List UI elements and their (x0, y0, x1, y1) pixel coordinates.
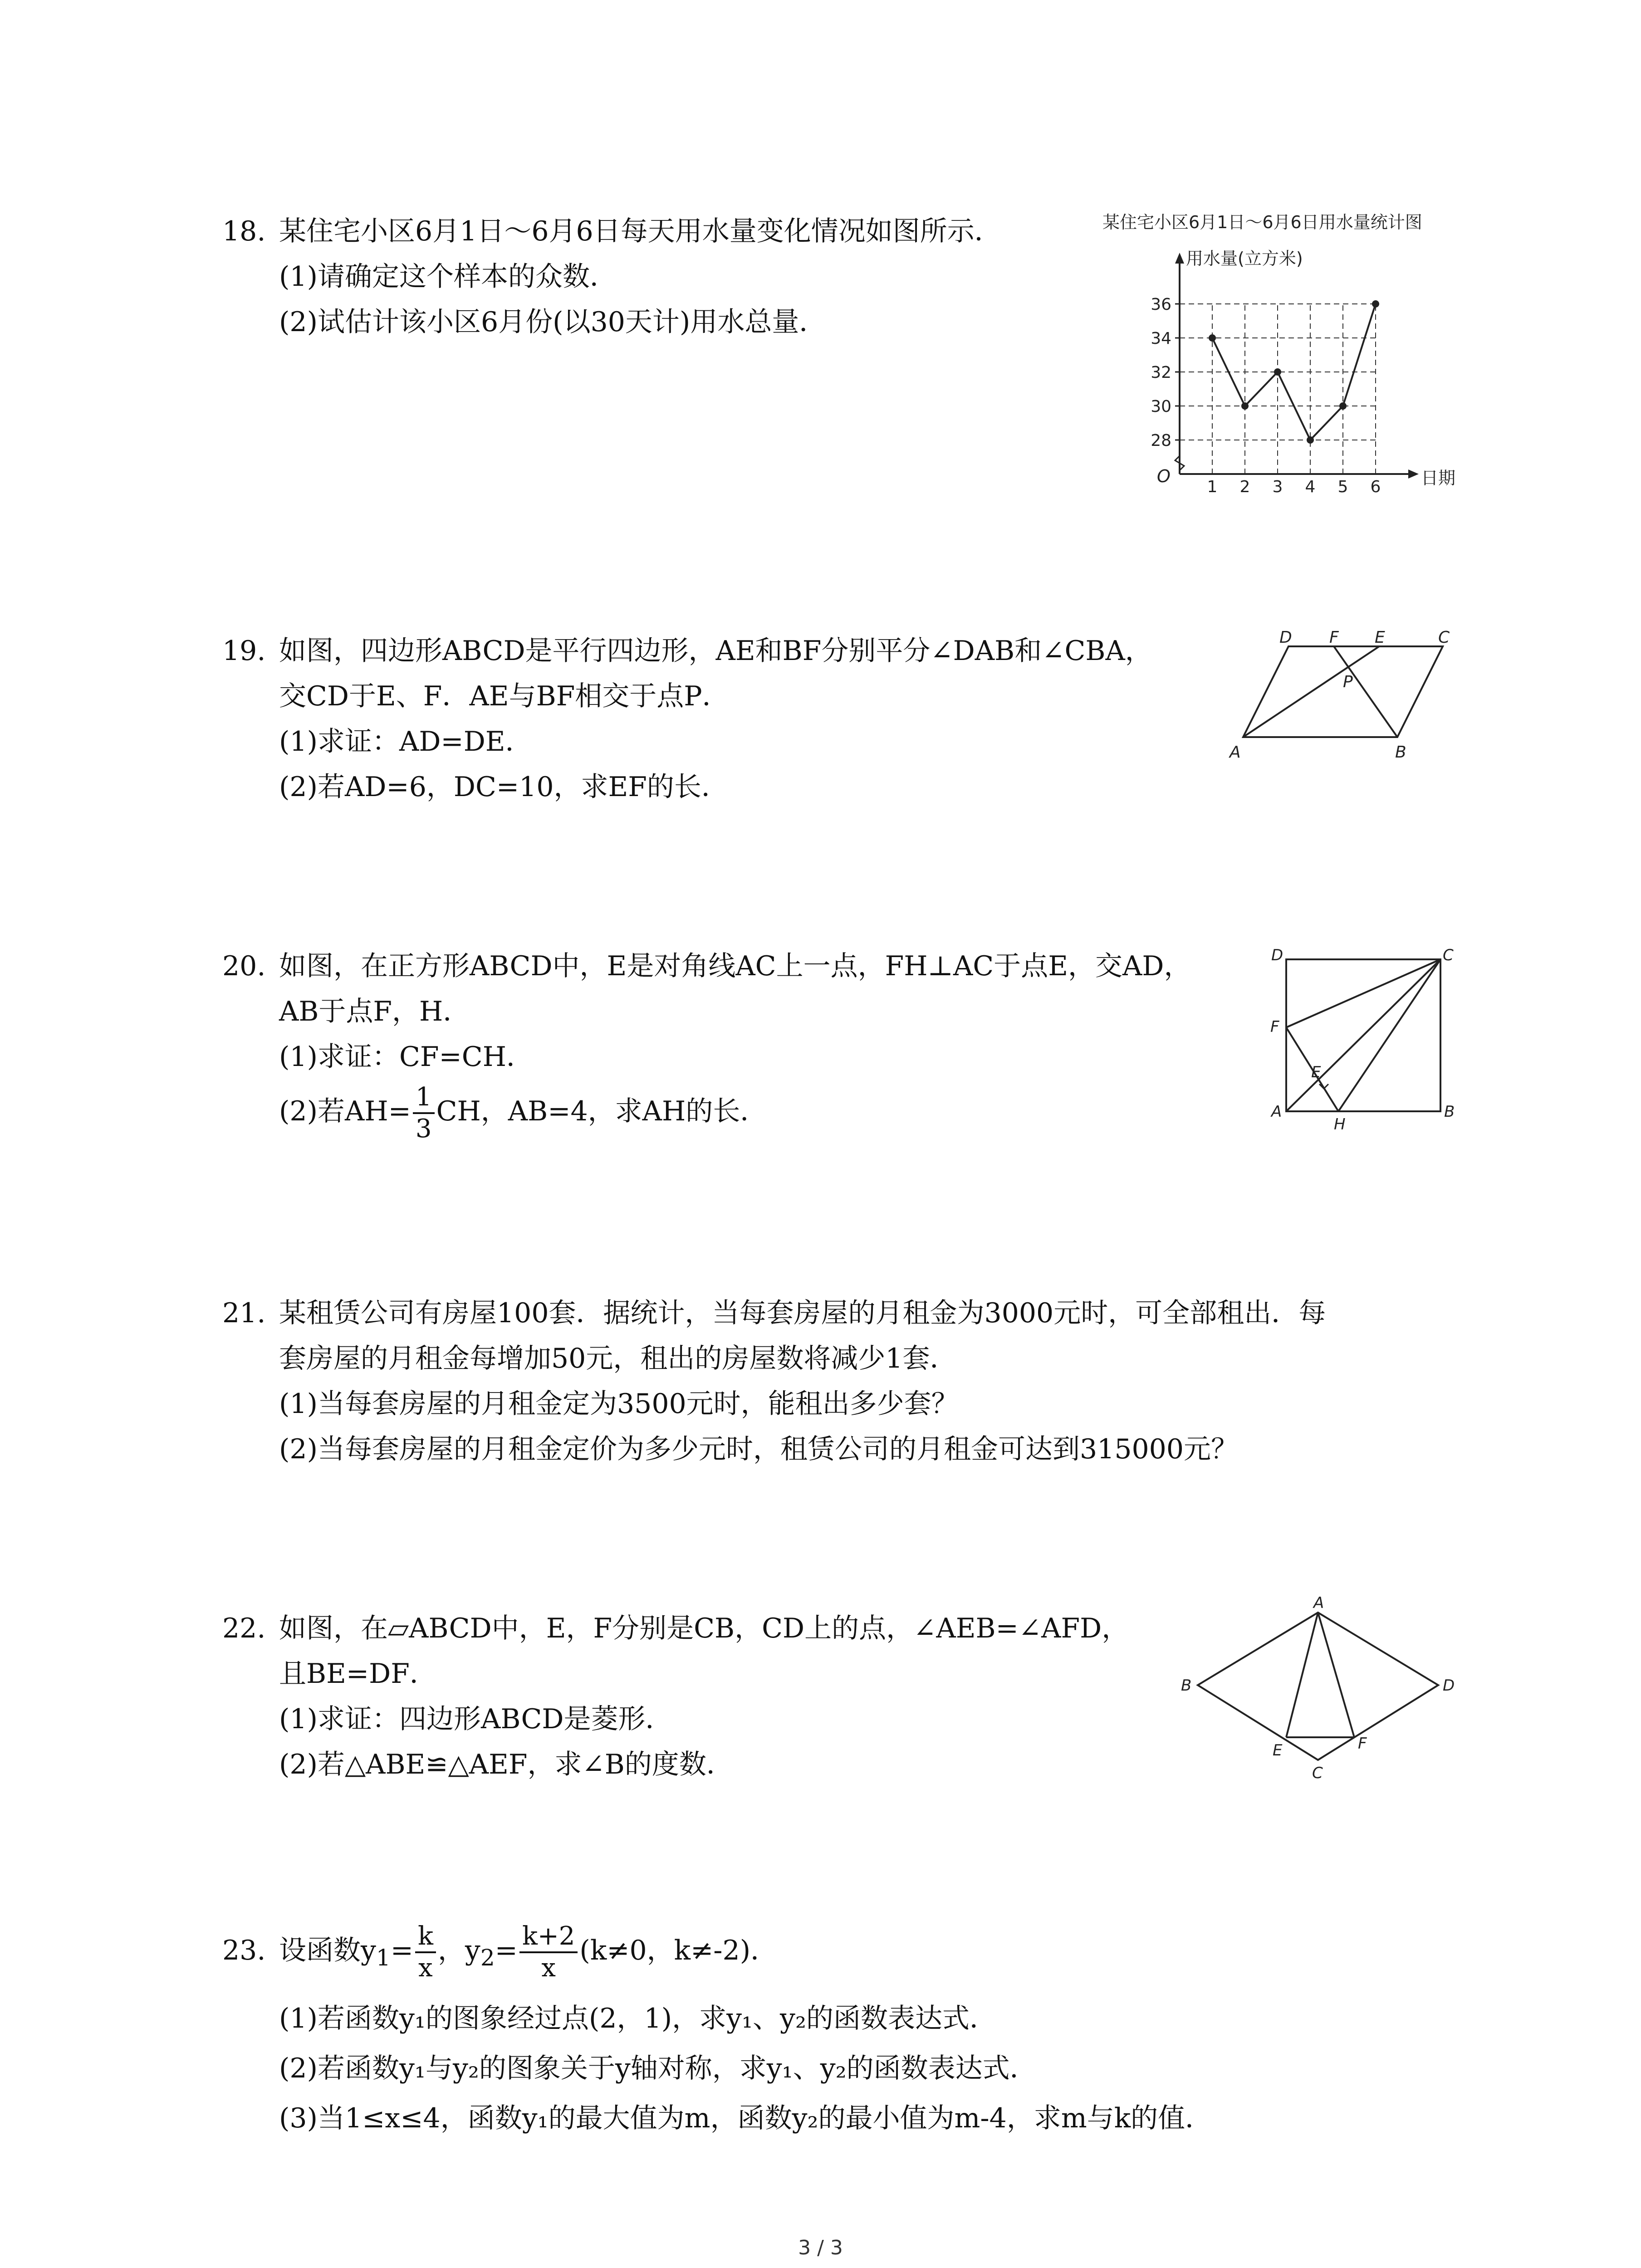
fraction-k-over-x (415, 1921, 436, 1983)
label-a: A (1313, 1594, 1324, 1612)
water-usage-line-chart (1102, 206, 1456, 506)
label-e: E (1311, 1063, 1321, 1081)
question-stem-line-2: AB于点F，H． (279, 996, 470, 1027)
question-number: 20. (222, 950, 266, 982)
sub-question-2-end: CH，AB=4，求AH的长． (436, 1095, 768, 1127)
x-axis-label: 日期 (1421, 468, 1456, 488)
stem-part: 设函数y (279, 1935, 376, 1966)
stem-part: (k≠0，k≠-2)． (579, 1935, 778, 1966)
data-point (1241, 402, 1249, 410)
question-19 (222, 633, 1266, 814)
label-h: H (1334, 1115, 1346, 1134)
subscript: 2 (480, 1945, 495, 1971)
segment-bf (1334, 646, 1397, 737)
x-tick-label: 2 (1239, 478, 1250, 496)
question-stem-line-1: 如图，四边形ABCD是平行四边形，AE和BF分别平分∠DAB和∠CBA， (279, 635, 1152, 667)
question-22 (222, 1610, 1266, 1792)
sub-question-1: (1)若函数y₁的图象经过点(2，1)，求y₁、y₂的函数表达式． (279, 2003, 997, 2034)
segment-ae (1286, 1613, 1318, 1737)
question-20 (222, 948, 1266, 1144)
question-stem-line-1: 如图，在▱ABCD中，E，F分别是CB，CD上的点，∠AEB=∠AFD， (279, 1613, 1129, 1644)
numerator: k (415, 1921, 436, 1953)
page-number: 3 / 3 (798, 2236, 843, 2259)
sub-question-1: (1)求证：AD=DE． (279, 726, 533, 758)
label-f: F (1270, 1018, 1279, 1036)
sub-question-3: (3)当1≤x≤4，函数y₁的最大值为m，函数y₂的最小值为m-4，求m与k的值． (279, 2102, 1213, 2134)
sub-question-2: (2)若△ABE≌△AEF，求∠B的度数． (279, 1749, 734, 1780)
label-e: E (1375, 628, 1385, 647)
fraction-k-plus-2-over-x (519, 1921, 578, 1983)
x-tick-label: 3 (1272, 478, 1283, 496)
data-point (1307, 436, 1314, 444)
label-f: F (1358, 1735, 1367, 1753)
y-tick-label: 32 (1151, 363, 1171, 382)
segment-ae (1243, 646, 1379, 737)
label-c: C (1443, 946, 1454, 964)
y-tick-label: 30 (1151, 397, 1171, 416)
question-stem: 某住宅小区6月1日～6月6日每天用水量变化情况如图所示． (279, 215, 1002, 247)
fraction-one-third (413, 1082, 435, 1144)
stem-part: = (390, 1935, 413, 1966)
label-p: P (1343, 673, 1353, 691)
subscript: 1 (376, 1945, 391, 1971)
sub-question-2: (2)若函数y₁与y₂的图象关于y轴对称，求y₁、y₂的函数表达式． (279, 2053, 1037, 2084)
sub-question-1: (1)请确定这个样本的众数． (279, 261, 617, 293)
question-number: 23. (222, 1935, 266, 1966)
question-stem-line-2: 且BE=DF． (279, 1658, 437, 1690)
sub-question-2-start: (2)若AH= (279, 1095, 411, 1127)
question-number: 19. (222, 635, 266, 667)
label-a: A (1230, 743, 1241, 762)
x-tick-label: 4 (1305, 478, 1316, 496)
x-tick-label: 5 (1337, 478, 1348, 496)
numerator: 1 (413, 1082, 435, 1114)
label-e: E (1273, 1741, 1283, 1760)
sub-question-1: (1)当每套房屋的月租金定为3500元时，能租出多少套？ (279, 1388, 959, 1420)
denominator: x (541, 1953, 556, 1983)
label-b: B (1395, 743, 1406, 762)
y-tick-label: 36 (1151, 295, 1171, 314)
square-figure (1266, 941, 1456, 1134)
diagonal-ac (1286, 959, 1440, 1111)
label-f: F (1329, 628, 1339, 647)
y-axis-arrow (1175, 253, 1184, 264)
label-c: C (1438, 628, 1450, 647)
question-stem-line-2: 交CD于E、F．AE与BF相交于点P． (279, 680, 730, 712)
rhombus-figure (1180, 1594, 1470, 1789)
sub-question-2: (2)当每套房屋的月租金定价为多少元时，租赁公司的月租金可达到315000元？ (279, 1433, 1239, 1465)
data-point (1274, 368, 1281, 376)
denominator: x (418, 1953, 433, 1983)
question-stem (279, 1914, 778, 1994)
question-stem-line-1: 某租赁公司有房屋100套．据统计，当每套房屋的月租金为3000元时，可全部租出．每 (279, 1297, 1326, 1329)
question-number: 18. (222, 215, 266, 247)
label-a: A (1271, 1103, 1282, 1121)
question-stem-line-1: 如图，在正方形ABCD中，E是对角线AC上一点，FH⊥AC于点E，交AD， (279, 950, 1191, 982)
label-d: D (1443, 1677, 1455, 1695)
parallelogram-figure (1225, 628, 1461, 760)
question-23 (222, 1914, 1266, 2168)
sub-question-1: (1)求证：四边形ABCD是菱形． (279, 1703, 673, 1735)
x-tick-label: 6 (1370, 478, 1381, 496)
label-d: D (1271, 946, 1283, 964)
data-point (1372, 300, 1379, 308)
stem-part: ，y (437, 1935, 480, 1966)
stem-part: = (495, 1935, 518, 1966)
origin-label: O (1157, 466, 1171, 486)
label-c: C (1312, 1764, 1323, 1782)
numerator: k+2 (519, 1921, 578, 1953)
label-b: B (1181, 1677, 1192, 1695)
x-tick-label: 1 (1207, 478, 1218, 496)
label-b: B (1444, 1103, 1455, 1121)
sub-question-2: (2)试估计该小区6月份(以30天计)用水总量． (279, 306, 827, 338)
data-point (1209, 334, 1216, 342)
denominator: 3 (415, 1114, 432, 1144)
sub-question-2: (2)若AD=6，DC=10，求EF的长． (279, 771, 729, 803)
chart-title: 某住宅小区6月1日～6月6日用水量统计图 (1102, 212, 1422, 232)
question-number: 21. (222, 1297, 266, 1329)
y-axis-label: 用水量(立方米) (1186, 249, 1303, 269)
y-tick-label: 28 (1151, 431, 1171, 450)
question-number: 22. (222, 1613, 266, 1644)
y-tick-label: 34 (1151, 329, 1171, 348)
sub-question-2 (279, 1077, 767, 1145)
x-axis-arrow (1408, 469, 1419, 479)
label-d: D (1279, 628, 1292, 647)
question-21 (222, 1295, 1326, 1476)
question-stem-line-2: 套房屋的月租金每增加50元，租出的房屋数将减少1套． (279, 1343, 957, 1374)
data-point (1339, 402, 1347, 410)
sub-question-1: (1)求证：CF=CH． (279, 1041, 534, 1073)
